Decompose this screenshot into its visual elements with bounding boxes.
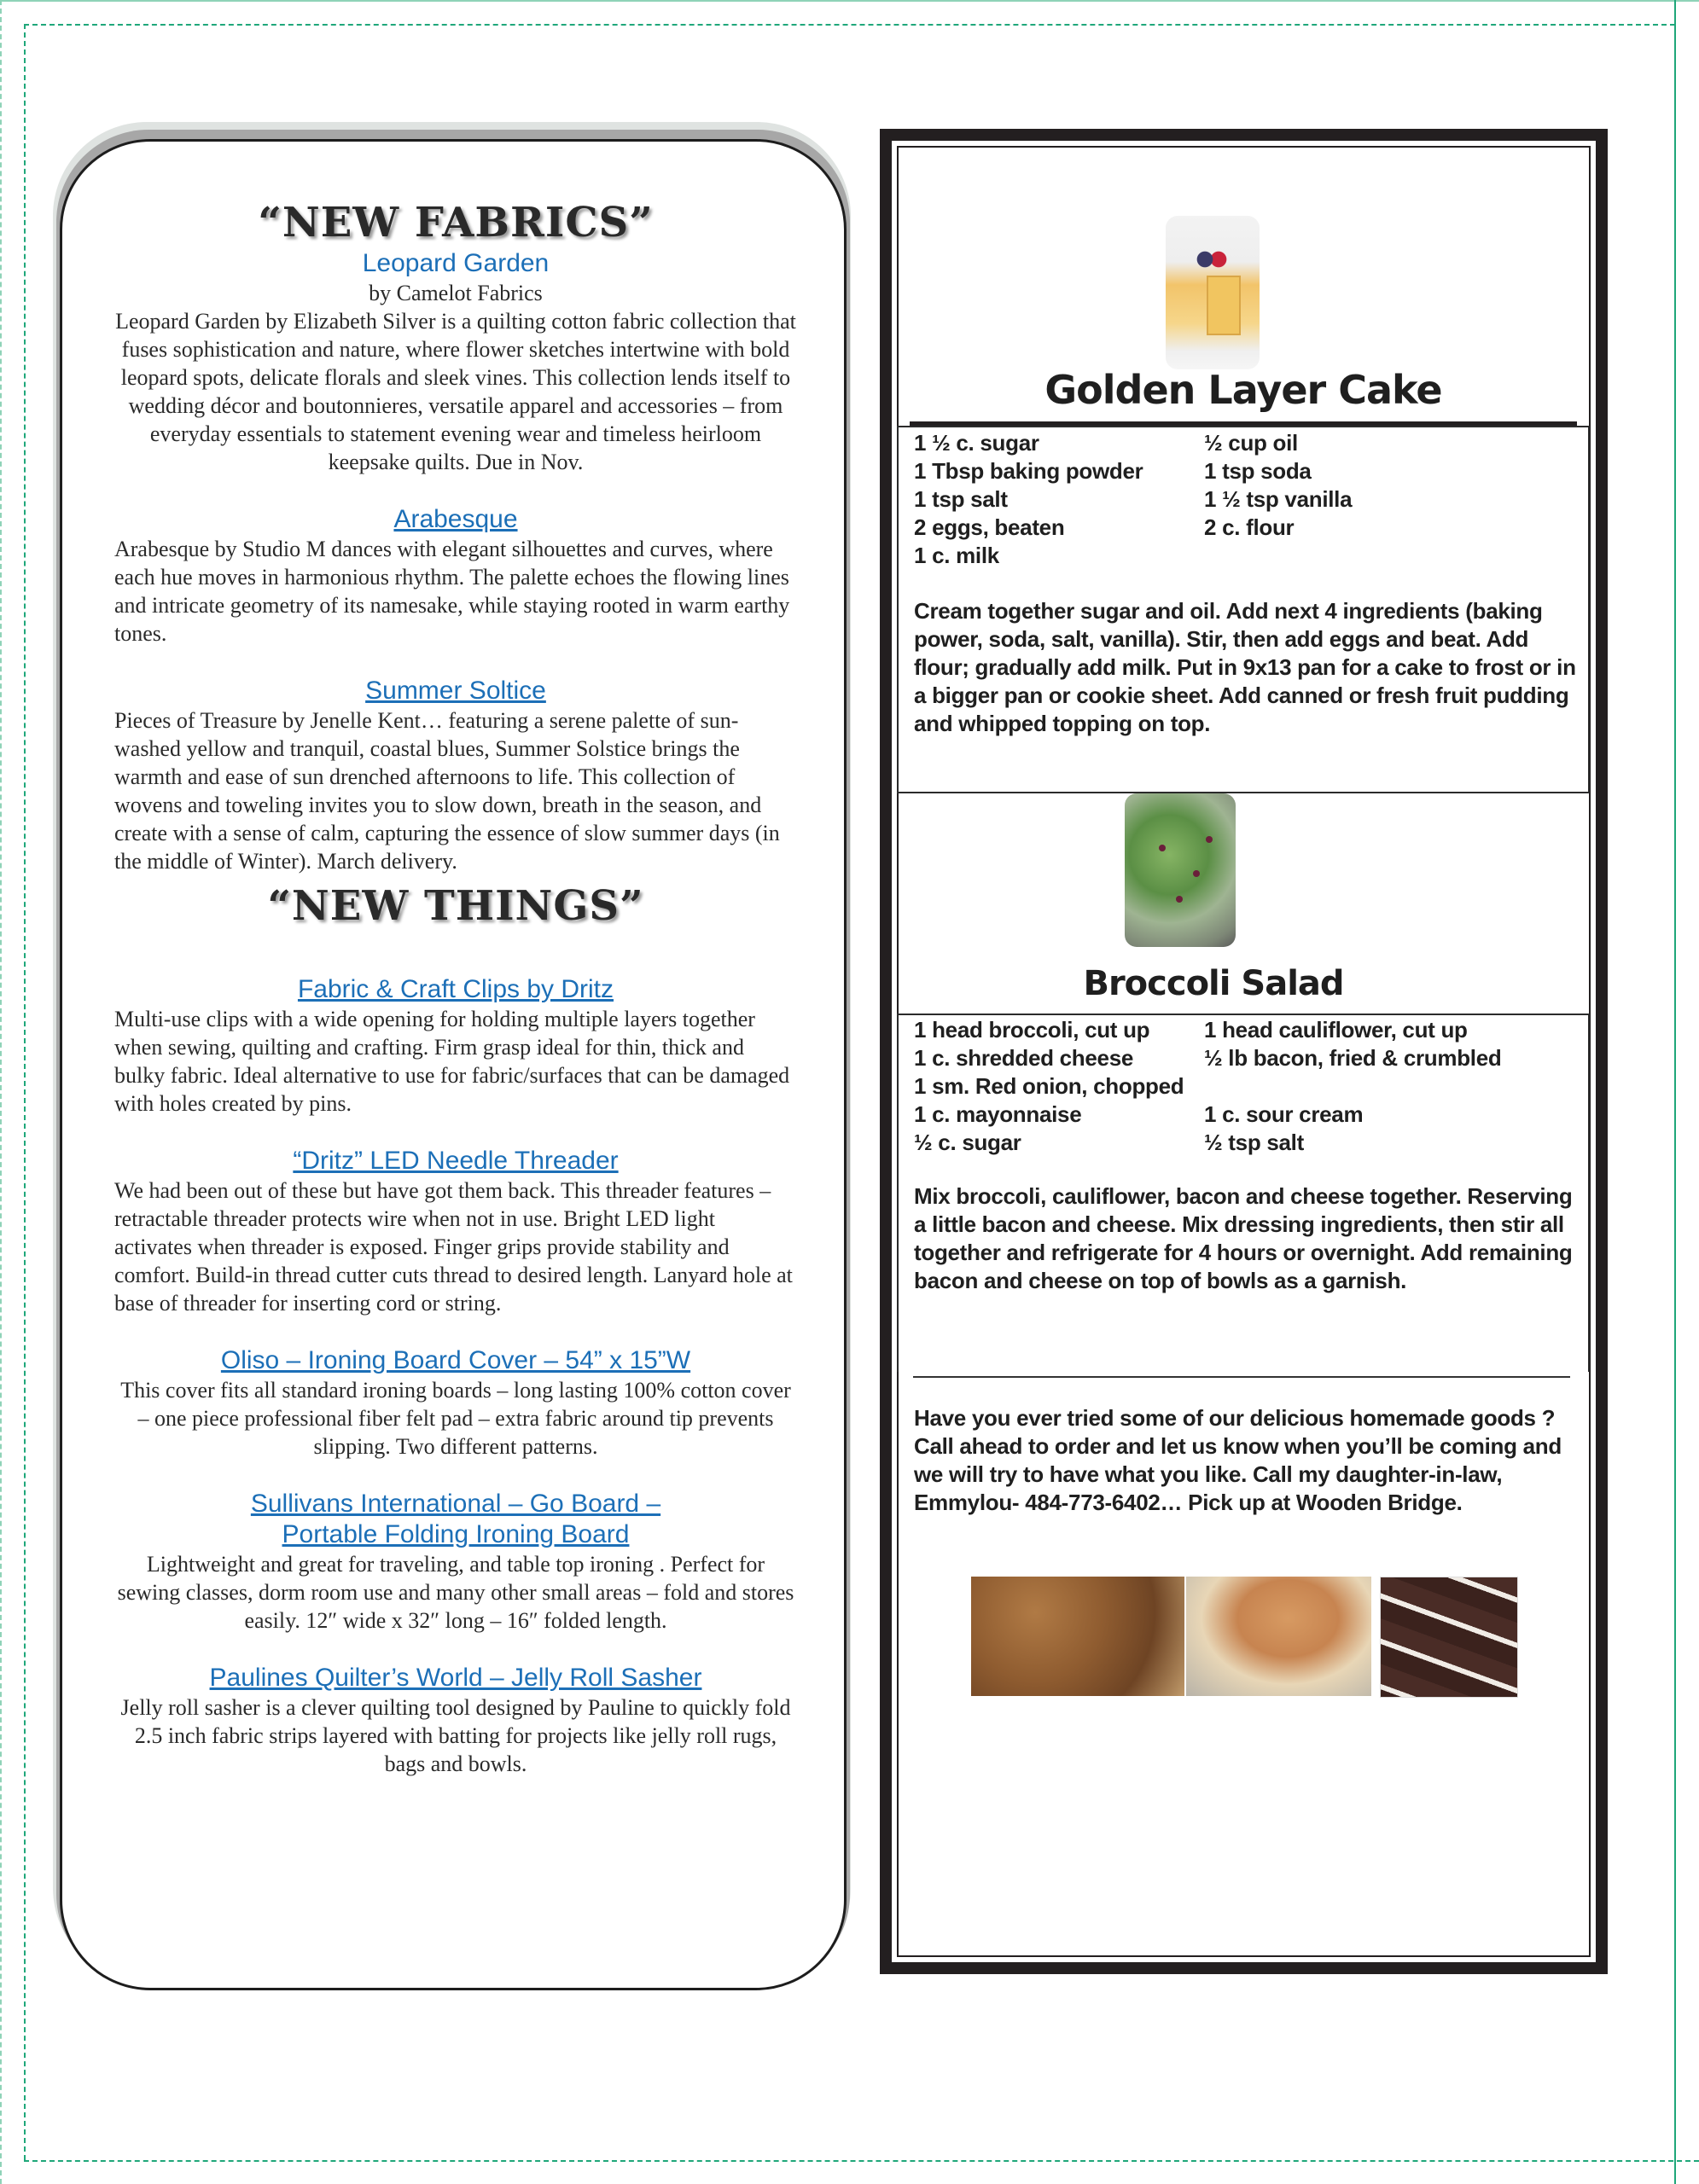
fabric-title[interactable]: Arabesque [393,505,518,533]
ingredient: 2 c. flour [1204,514,1295,540]
broccoli-salad-photo-icon [1125,793,1236,947]
margin-guide-left [24,24,26,2160]
thing-title[interactable]: Oliso – Ironing Board Cover – 54” x 15”W [220,1346,691,1374]
cake-ingredients [914,429,1352,570]
salad-recipe-title: Broccoli Salad [1083,964,1344,1003]
fabric-description: Leopard Garden by Elizabeth Silver is a quilting cotton fabric collection that fuses sophistication and nature, where flower sketches intertwine with bold leopard spots, delicate florals and sleek vines. This collection lends itself to wedding décor and boutonnieres, versatile apparel and accessories – from everyday essentials to statement evening wear and timeless heirloom keepsake quilts. Due in Nov. [115,309,796,474]
section-divider [913,1376,1570,1378]
thing-description: We had been out of these but have got them back. This threader features – retractable threader protects wire when not in use. Bright LED light activates when threader is exposed. Finger grips provide stability and comfort. Build-in thread cutter cuts thread to desired length. Lanyard hole at base of threader for inserting cord or string. [114,1178,793,1316]
ingredient-row [914,542,1352,570]
page-edge-guide-top [0,0,1699,2]
fabric-item-arabesque [114,504,797,648]
thing-title[interactable]: Fabric & Craft Clips by Dritz [297,975,614,1003]
ingredient-row [914,1129,1501,1157]
ingredient: 1 c. milk [914,543,999,568]
thing-description: Jelly roll sasher is a clever quilting tool designed by Pauline to quickly fold 2.5 inch fabric strips layered with batting for projects like jelly roll rugs, bags and bowls. [120,1695,791,1776]
thing-title[interactable]: “Dritz” LED Needle Threader [293,1147,619,1175]
fabric-description: Pieces of Treasure by Jenelle Kent… featuring a serene palette of sun-washed yellow and tranquil, coastal blues, Summer Solstice brings the warmth and ease of sun drenched afternoons to life. This collection of wovens and toweling invites you to slow down, breath in the season, and create with a sense of calm, capturing the essence of slow summer days (in the middle of Winter). March delivery. [114,708,780,874]
cranberry-speck [1176,896,1183,903]
ingredient: 1 c. shredded cheese [914,1045,1134,1071]
ingredient: ½ lb bacon, fried & crumbled [1204,1045,1502,1071]
thing-title-line2[interactable]: Portable Folding Ironing Board [282,1520,630,1548]
salad-ingredients [914,1016,1501,1157]
ingredient: 1 head cauliflower, cut up [1204,1017,1468,1043]
fabric-title[interactable]: Summer Soltice [365,677,546,705]
margin-guide-bottom [24,2160,1699,2162]
fabric-title: Leopard Garden [362,249,550,277]
ingredient: 1 c. mayonnaise [914,1101,1082,1127]
cake-photo-icon [1166,216,1260,369]
oatmeal-cookies-photo-icon [971,1577,1184,1696]
salad-directions: Mix broccoli, cauliflower, bacon and cheese together. Reserving a little bacon and cheese. Mix dressing ingredients, then stir all together and refrigerate for 4 hours or overnight. Add remaining bacon and cheese on top of bowls as a garnish. [914,1183,1573,1293]
berries-icon [1195,250,1229,269]
page-edge-guide-left [0,0,2,2184]
bread-loaf-photo-icon [1186,1577,1371,1696]
thing-title-line1[interactable]: Sullivans International – Go Board – [250,1490,661,1518]
fabric-item-leopard-garden [114,248,797,476]
ingredient: 1 head broccoli, cut up [914,1017,1150,1043]
cake-recipe-title: Golden Layer Cake [1044,367,1442,413]
thing-item-jelly-roll-sasher [114,1663,797,1778]
cranberry-speck [1206,836,1213,843]
fabric-description: Arabesque by Studio M dances with elegant silhouettes and curves, where each hue moves in harmonious rhythm. The palette echoes the flowing lines and intricate geometry of its namesake, while staying rooted in warm earthy tones. [114,537,790,646]
ingredient-row [914,429,1352,457]
ingredient-row [914,1016,1501,1044]
thing-description: This cover fits all standard ironing boards – long lasting 100% cotton cover – one piece professional fiber felt pad – extra fabric around tip prevents slipping. Two different patterns. [120,1378,791,1459]
thing-item-ironing-cover [114,1345,797,1461]
ingredient: ½ c. sugar [914,1130,1021,1155]
thing-item-needle-threader [114,1146,797,1317]
thing-title[interactable]: Paulines Quilter’s World – Jelly Roll Sasher [209,1664,702,1692]
ingredient: 1 c. sour cream [1204,1101,1364,1127]
ingredient: 1 sm. Red onion, chopped [914,1073,1184,1099]
new-fabrics-heading: “NEW FABRICS” [258,199,654,247]
ingredient: 1 tsp soda [1204,458,1312,484]
ingredient-row [914,1072,1501,1101]
thing-item-clips [114,974,797,1118]
ingredient: 1 tsp salt [914,486,1008,512]
ingredient-row [914,1101,1501,1129]
ingredient-row [914,457,1352,485]
cake-directions: Cream together sugar and oil. Add next 4 ingredients (baking power, soda, salt, vanilla). Stir, then add eggs and beat. Add flour; gradually add milk. Put in 9x13 pan for a cake to frost or in a bigger pan or cookie sheet. Add canned or fresh fruit pudding and whipped topping on top. [914,598,1576,736]
thing-description: Lightweight and great for traveling, and table top ironing . Perfect for sewing classes, dorm room use and many other small areas – fold and stores easily. 12″ wide x 32″ long – 16″ folded length. [117,1552,794,1633]
new-things-heading: “NEW THINGS” [267,882,644,930]
fabric-subtitle: by Camelot Fabrics [369,281,543,305]
margin-guide-right [1674,0,1676,2184]
ingredient: 1 ½ c. sugar [914,430,1039,456]
ingredient: ½ tsp salt [1204,1130,1304,1155]
cranberry-speck [1159,845,1166,851]
ingredient-row [914,514,1352,542]
thing-description: Multi-use clips with a wide opening for holding multiple layers together when sewing, quilting and crafting. Firm grasp ideal for thin, thick and bulky fabric. Ideal alternative to use for fabric/surfaces that can be damaged with holes created by pins. [114,1007,790,1116]
ingredient: 1 ½ tsp vanilla [1204,486,1353,512]
cranberry-speck [1193,870,1200,877]
homemade-goods-contact: Have you ever tried some of our delicious homemade goods ? Call ahead to order and let us know when you’ll be coming and we will try to have what you like. Call my daughter-in-law, Emmylou- 484-773-6402… Pick up at Wooden Bridge. [914,1405,1562,1515]
new-items-content [114,195,797,1778]
ingredient: ½ cup oil [1204,430,1298,456]
ingredient-row [914,485,1352,514]
whoopie-pies-photo-icon [1380,1577,1518,1698]
thing-item-go-board [114,1489,797,1635]
ingredient-row [914,1044,1501,1072]
cake-slice-icon [1207,276,1241,335]
ingredient: 1 Tbsp baking powder [914,458,1143,484]
margin-guide-top [24,24,1675,26]
fabric-item-summer-soltice [114,676,797,875]
ingredient: 2 eggs, beaten [914,514,1065,540]
